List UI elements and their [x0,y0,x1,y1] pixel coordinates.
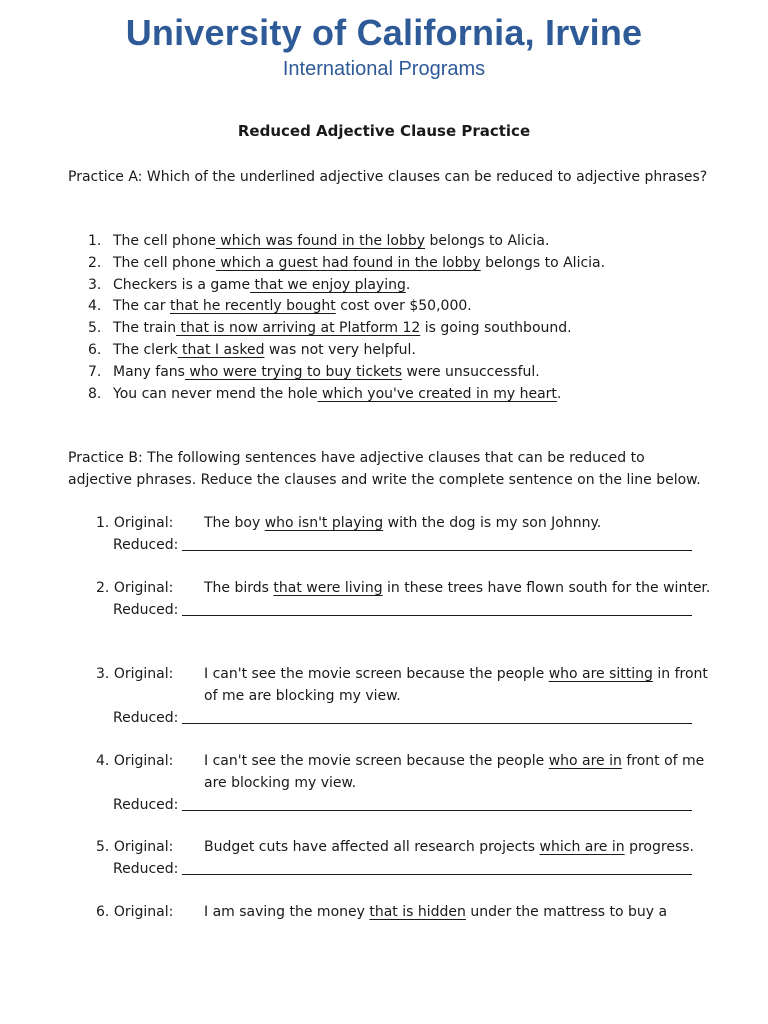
reduced-answer-line[interactable] [182,707,692,724]
practice-a-item: 8. You can never mend the hole which you've created in my heart. [88,385,562,402]
practice-b-item: 3. Original: I can't see the movie screen because the people who are sitting in front of me are blocking my view. Reduced: [96,663,716,729]
original-sentence: Budget cuts have affected all research projects which are in progress. [204,839,694,855]
practice-a-item: 7. Many fans who were trying to buy tickets were unsuccessful. [88,363,540,380]
practice-a-item: 2. The cell phone which a guest had found in the lobby belongs to Alicia. [88,254,606,271]
practice-a-instructions: Practice A: Which of the underlined adjective clauses can be reduced to adjective phrases? [68,169,708,185]
programs-subtitle: International Programs [282,58,486,80]
practice-a-item: 5. The train that is now arriving at Platform 12 is going southbound. [88,320,572,337]
original-sentence: The birds that were living in these trees have flown south for the winter. [204,580,711,596]
original-sentence: The boy who isn't playing with the dog is my son Johnny. [204,515,602,531]
practice-a-item: 1. The cell phone which was found in the lobby belongs to Alicia. [88,233,550,249]
practice-b-item: 5. Original: Budget cuts have affected all research projects which are in progress. Reduced: [96,836,716,880]
university-name: University of California, Irvine [125,12,643,53]
practice-b-item: 2. Original: The birds that were living in these trees have flown south for the winter. Reduced: [96,577,716,621]
original-sentence: I am saving the money that is hidden under the mattress to buy a [204,904,668,920]
practice-a-list [88,231,605,405]
reduced-answer-line[interactable] [182,858,692,875]
practice-b-item: 1. Original: The boy who isn't playing with the dog is my son Johnny. Reduced: [96,512,716,556]
reduced-answer-line[interactable] [182,794,692,811]
practice-b-item: 6. Original: I am saving the money that is hidden under the mattress to buy a [96,901,716,923]
practice-a-item: 3. Checkers is a game that we enjoy playing. [88,276,411,293]
practice-b-instructions: Practice B: The following sentences have adjective clauses that can be reduced to adjective phrases. Reduce the clauses and write the complete sentence on the line below. [68,450,701,488]
reduced-answer-line[interactable] [182,599,692,616]
original-sentence: I can't see the movie screen because the people who are in front of me are blocking my view. [204,753,705,791]
practice-a-item: 4. The car that he recently bought cost over $50,000. [88,298,472,315]
practice-b-item: 4. Original: I can't see the movie screen because the people who are in front of me are blocking my view. Reduced: [96,750,716,816]
reduced-answer-line[interactable] [182,534,692,551]
practice-a-item: 6. The clerk that I asked was not very helpful. [88,341,416,358]
original-sentence: I can't see the movie screen because the people who are sitting in front of me are blocking my view. [204,666,708,704]
worksheet-title: Reduced Adjective Clause Practice [237,122,531,140]
